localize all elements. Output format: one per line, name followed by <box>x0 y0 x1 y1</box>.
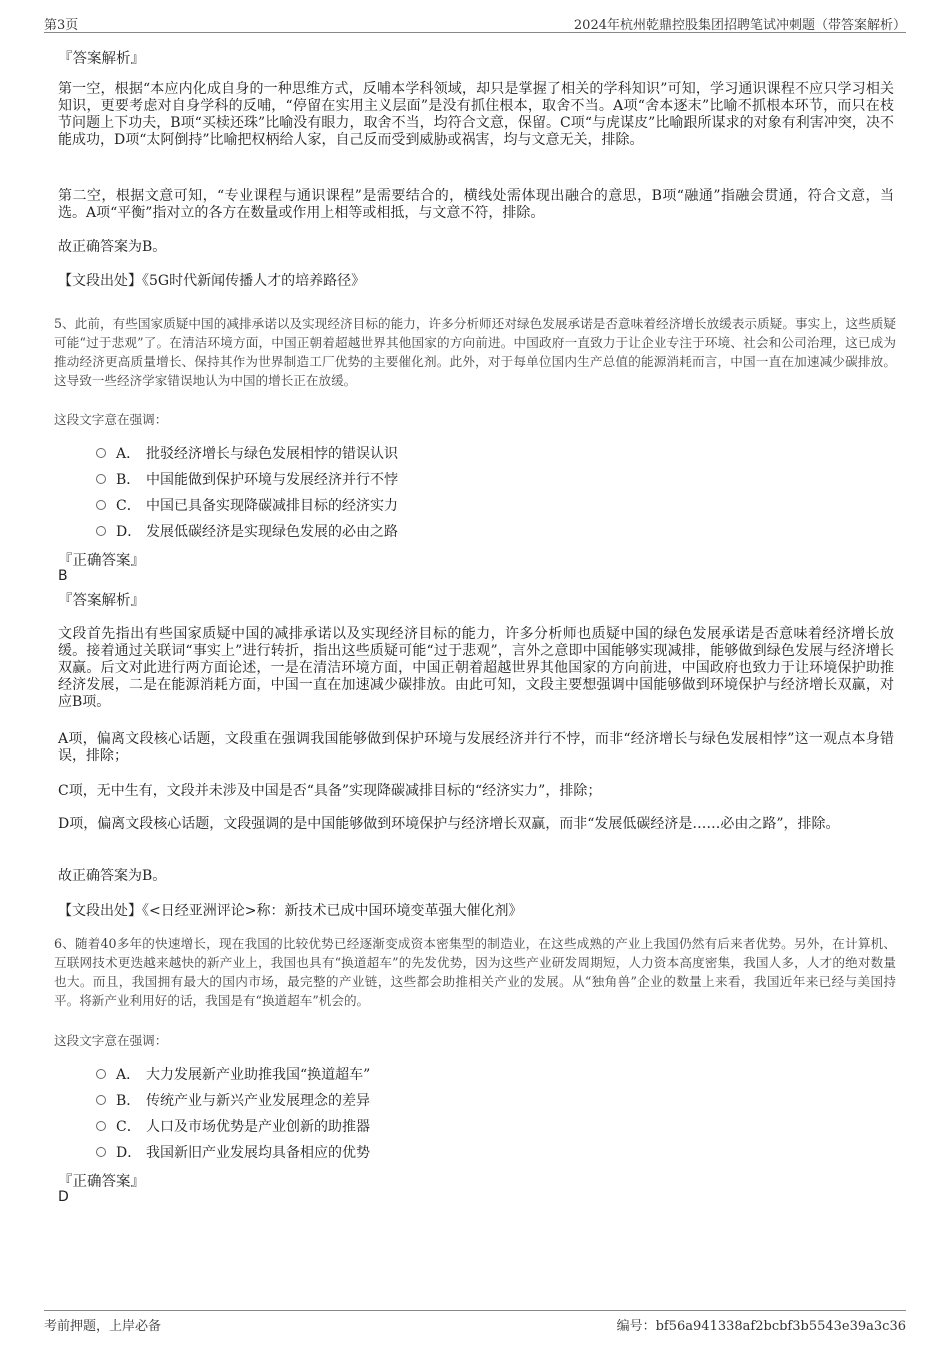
q6-option-b[interactable] <box>96 1090 370 1110</box>
option-text: 人口及市场优势是产业创新的助推器 <box>146 1119 370 1135</box>
option-letter: C． <box>116 498 141 514</box>
option-letter: C． <box>116 1119 141 1135</box>
page-number: 第3页 <box>44 18 79 33</box>
radio-icon[interactable] <box>96 1147 106 1157</box>
document-id: 编号：bf56a941338af2bcbf3b5543e39a3c36 <box>616 1319 906 1334</box>
option-letter: D． <box>116 1145 142 1161</box>
option-letter: B． <box>116 472 141 488</box>
q5-analysis-para3: C项，无中生有，文段并未涉及中国是否“具备”实现降碳减排目标的“经济实力”，排除； <box>58 783 602 799</box>
radio-icon[interactable] <box>96 500 106 510</box>
option-letter: B． <box>116 1093 141 1109</box>
q4-source: 【文段出处】《5G时代新闻传播人才的培养路径》 <box>58 273 366 289</box>
q5-source: 【文段出处】《<日经亚洲评论>称：新技术已成中国环境变革强大催化剂》 <box>58 903 523 919</box>
q5-option-a[interactable] <box>96 443 398 463</box>
option-letter: D． <box>116 524 142 540</box>
q6-answer-label: 『正确答案』 <box>58 1174 145 1190</box>
q4-analysis-label: 『答案解析』 <box>58 51 145 67</box>
option-text: 传统产业与新兴产业发展理念的差异 <box>146 1093 370 1109</box>
radio-icon[interactable] <box>96 526 106 536</box>
radio-icon[interactable] <box>96 448 106 458</box>
q5-option-d[interactable] <box>96 521 398 541</box>
option-letter: A． <box>116 446 141 462</box>
option-text: 大力发展新产业助推我国“换道超车” <box>146 1067 371 1083</box>
radio-icon[interactable] <box>96 1069 106 1079</box>
option-text: 批驳经济增长与绿色发展相悖的错误认识 <box>146 446 398 462</box>
option-text: 中国能做到保护环境与发展经济并行不悖 <box>146 472 398 488</box>
page-footer <box>44 1310 906 1333</box>
document-title: 2024年杭州乾鼎控股集团招聘笔试冲刺题（带答案解析） <box>573 18 906 33</box>
radio-icon[interactable] <box>96 1121 106 1131</box>
q5-conclusion: 故正确答案为B。 <box>58 868 167 884</box>
q5-answer: B <box>58 568 68 584</box>
q6-answer: D <box>58 1189 69 1205</box>
q5-prompt: 这段文字意在强调： <box>54 412 168 427</box>
q5-question-text: 5、此前，有些国家质疑中国的减排承诺以及实现经济目标的能力，许多分析师还对绿色发展承诺是否意味着经济增长放缓表示质疑。事实上，这些质疑可能“过于悲观”了。在清洁环境方面，中国正朝着超越世界其他国家的方向前进。中国政府一直致力于让企业专注于环境、社会和公司治理，这已成为推动经济更高质量增长、保持其作为世界制造工厂优势的主要催化剂。此外，对于每单位国内生产总值的能源消耗而言，中国一直在加速减少碳排放。这导致一些经济学家错误地认为中国的增长正在放缓。 <box>54 316 896 388</box>
q5-analysis-para2: A项，偏离文段核心话题，文段重在强调我国能够做到保护环境与发展经济并行不悖，而非“经济增长与绿色发展相悖”这一观点本身错误，排除； <box>58 731 894 764</box>
q6-option-d[interactable] <box>96 1142 370 1162</box>
radio-icon[interactable] <box>96 474 106 484</box>
q4-analysis-para1: 第一空，根据“本应内化成自身的一种思维方式，反哺本学科领域，却只是掌握了相关的学科知识”可知，学习通识课程不应只学习相关知识，更要考虑对自身学科的反哺，“停留在实用主义层面”是没有抓住根本，取舍不当。A项“舍本逐末”比喻不抓根本环节，而只在枝节问题上下功夫，B项“买椟还珠”比喻没有眼力，取舍不当，均符合文意，保留。C项“与虎谋皮”比喻跟所谋求的对象有利害冲突，决不能成功，D项“太阿倒持”比喻把权柄给人家，自己反而受到威胁或祸害，均与文意无关，排除。 <box>58 81 894 148</box>
q6-option-c[interactable] <box>96 1116 370 1136</box>
option-text: 发展低碳经济是实现绿色发展的必由之路 <box>146 524 398 540</box>
q5-option-b[interactable] <box>96 469 398 489</box>
option-text: 中国已具备实现降碳减排目标的经济实力 <box>146 498 398 514</box>
q5-answer-label: 『正确答案』 <box>58 553 145 569</box>
q5-analysis-para4: D项，偏离文段核心话题，文段强调的是中国能够做到环境保护与经济增长双赢，而非“发展低碳经济是……必由之路”，排除。 <box>58 816 840 832</box>
option-letter: A． <box>116 1067 141 1083</box>
q5-analysis-label: 『答案解析』 <box>58 593 145 609</box>
q4-analysis-para2: 第二空，根据文意可知，“专业课程与通识课程”是需要结合的，横线处需体现出融合的意思，B项“融通”指融会贯通，符合文意，当选。A项“平衡”指对立的各方在数量或作用上相等或相抵，与文意不符，排除。 <box>58 188 894 221</box>
q6-prompt: 这段文字意在强调： <box>54 1033 168 1048</box>
q6-question-text: 6、随着40多年的快速增长，现在我国的比较优势已经逐渐变成资本密集型的制造业，在这些成熟的产业上我国仍然有后来者优势。另外，在计算机、互联网技术更迭越来越快的新产业上，我国也具有“换道超车”的先发优势，因为这些产业研发周期短，人力资本高度密集，我国人多，人才的绝对数量也大。而且，我国拥有最大的国内市场，最完整的产业链，这些都会助推相关产业的发展。从“独角兽”企业的数量上来看，我国近年来已经与美国持平。将新产业利用好的话，我国是有“换道超车”机会的。 <box>54 936 896 1008</box>
q5-option-c[interactable] <box>96 495 398 515</box>
option-text: 我国新旧产业发展均具备相应的优势 <box>146 1145 370 1161</box>
page-header <box>44 12 906 33</box>
footer-slogan: 考前押题，上岸必备 <box>44 1319 162 1334</box>
q4-conclusion: 故正确答案为B。 <box>58 239 167 255</box>
q6-option-a[interactable] <box>96 1064 370 1084</box>
q5-analysis-para1: 文段首先指出有些国家质疑中国的减排承诺以及实现经济目标的能力，许多分析师也质疑中国的绿色发展承诺是否意味着经济增长放缓。接着通过关联词“事实上”进行转折，指出这些质疑可能“过于悲观”，言外之意即中国能够实现减排，能够做到绿色发展与经济增长双赢。后文对此进行两方面论述，一是在清洁环境方面，中国正朝着超越世界其他国家的方向前进，中国政府也致力于让环境保护助推经济发展，二是在能源消耗方面，中国一直在加速减少碳排放。由此可知，文段主要想强调中国能够做到环境保护与经济增长双赢，对应B项。 <box>58 626 894 710</box>
radio-icon[interactable] <box>96 1095 106 1105</box>
